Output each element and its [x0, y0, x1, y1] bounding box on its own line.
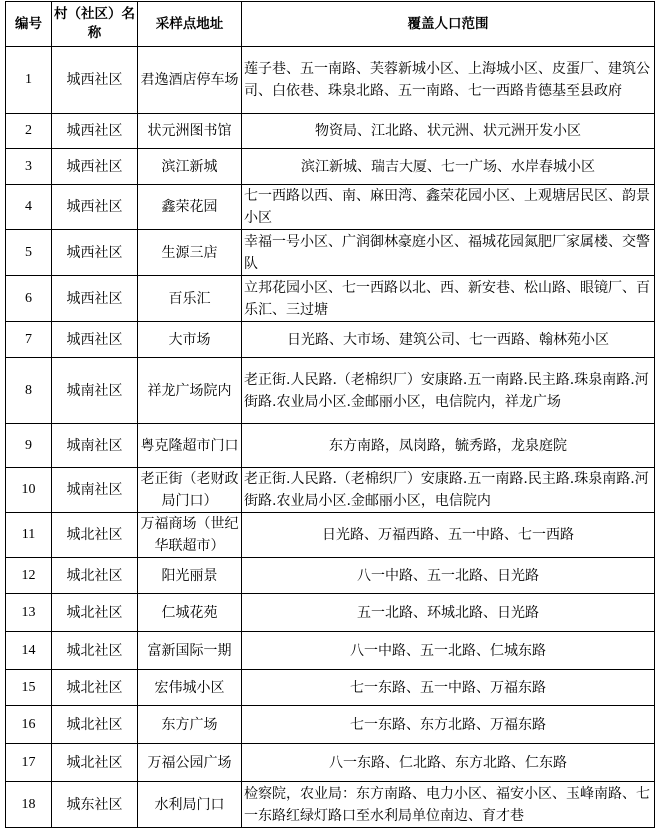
row-site: 大市场 — [138, 322, 242, 358]
row-coverage: 莲子巷、五一南路、芙蓉新城小区、上海城小区、皮蛋厂、建筑公司、白依巷、珠泉北路、五一南路、七一西路肯德基至县政府 — [242, 47, 655, 114]
header-site: 采样点地址 — [138, 2, 242, 47]
header-coverage: 覆盖人口范围 — [242, 2, 655, 47]
table-row — [6, 230, 655, 276]
row-village: 城南社区 — [52, 424, 138, 468]
row-site: 阳光丽景 — [138, 558, 242, 594]
row-site: 鑫荣花园 — [138, 185, 242, 230]
row-num: 16 — [6, 706, 52, 744]
row-village: 城北社区 — [52, 513, 138, 558]
table-row — [6, 424, 655, 468]
table-row — [6, 632, 655, 670]
row-coverage: 七一东路、东方北路、万福东路 — [242, 706, 655, 744]
row-site: 状元洲图书馆 — [138, 114, 242, 149]
row-num: 18 — [6, 782, 52, 828]
row-coverage: 滨江新城、瑞吉大厦、七一广场、水岸春城小区 — [242, 149, 655, 185]
table-row — [6, 276, 655, 322]
row-num: 2 — [6, 114, 52, 149]
table-row — [6, 558, 655, 594]
row-village: 城西社区 — [52, 230, 138, 276]
row-num: 17 — [6, 744, 52, 782]
header-row — [6, 2, 655, 47]
row-site: 富新国际一期 — [138, 632, 242, 670]
row-num: 7 — [6, 322, 52, 358]
row-coverage: 立邦花园小区、七一西路以北、西、新安巷、松山路、眼镜厂、百乐汇、三过塘 — [242, 276, 655, 322]
row-coverage: 老正街.人民路.（老棉织厂）安康路.五一南路.民主路.珠泉南路.河街路.农业局小区.金邮丽小区，电信院内，祥龙广场 — [242, 358, 655, 424]
row-num: 13 — [6, 594, 52, 632]
table-row — [6, 185, 655, 230]
row-village: 城西社区 — [52, 185, 138, 230]
table-row — [6, 47, 655, 114]
row-site: 祥龙广场院内 — [138, 358, 242, 424]
table-row — [6, 468, 655, 513]
row-site: 万福公园广场 — [138, 744, 242, 782]
row-coverage: 八一东路、仁北路、东方北路、仁东路 — [242, 744, 655, 782]
row-coverage: 日光路、万福西路、五一中路、七一西路 — [242, 513, 655, 558]
row-coverage: 七一东路、五一中路、万福东路 — [242, 670, 655, 706]
row-site: 老正街（老财政局门口） — [138, 468, 242, 513]
row-coverage: 老正街.人民路.（老棉织厂）安康路.五一南路.民主路.珠泉南路.河街路.农业局小区.金邮丽小区，电信院内 — [242, 468, 655, 513]
row-num: 15 — [6, 670, 52, 706]
table-row — [6, 594, 655, 632]
row-village: 城北社区 — [52, 670, 138, 706]
row-num: 3 — [6, 149, 52, 185]
row-coverage: 幸福一号小区、广润御林豪庭小区、福城花园氮肥厂家属楼、交警队 — [242, 230, 655, 276]
row-site: 东方广场 — [138, 706, 242, 744]
row-num: 6 — [6, 276, 52, 322]
row-village: 城西社区 — [52, 276, 138, 322]
row-village: 城北社区 — [52, 744, 138, 782]
row-site: 百乐汇 — [138, 276, 242, 322]
row-num: 1 — [6, 47, 52, 114]
table-row — [6, 358, 655, 424]
sampling-site-table — [5, 1, 655, 828]
row-site: 生源三店 — [138, 230, 242, 276]
row-num: 4 — [6, 185, 52, 230]
row-village: 城西社区 — [52, 322, 138, 358]
row-coverage: 检察院，农业局：东方南路、电力小区、福安小区、玉峰南路、七一东路红绿灯路口至水利局单位南边、育才巷 — [242, 782, 655, 828]
row-coverage: 日光路、大市场、建筑公司、七一西路、翰林苑小区 — [242, 322, 655, 358]
table-row — [6, 114, 655, 149]
row-num: 8 — [6, 358, 52, 424]
row-coverage: 八一中路、五一北路、仁城东路 — [242, 632, 655, 670]
row-num: 11 — [6, 513, 52, 558]
row-village: 城南社区 — [52, 358, 138, 424]
row-coverage: 物资局、江北路、状元洲、状元洲开发小区 — [242, 114, 655, 149]
row-village: 城西社区 — [52, 114, 138, 149]
row-num: 5 — [6, 230, 52, 276]
table-row — [6, 322, 655, 358]
row-site: 万福商场（世纪华联超市） — [138, 513, 242, 558]
row-site: 粤克隆超市门口 — [138, 424, 242, 468]
table-row — [6, 513, 655, 558]
row-num: 14 — [6, 632, 52, 670]
table-row — [6, 149, 655, 185]
row-village: 城西社区 — [52, 149, 138, 185]
row-village: 城南社区 — [52, 468, 138, 513]
header-village: 村（社区）名称 — [52, 2, 138, 47]
table-row — [6, 670, 655, 706]
row-village: 城北社区 — [52, 594, 138, 632]
row-site: 水利局门口 — [138, 782, 242, 828]
row-village: 城北社区 — [52, 558, 138, 594]
row-coverage: 东方南路，凤岗路，毓秀路，龙泉庭院 — [242, 424, 655, 468]
header-num: 编号 — [6, 2, 52, 47]
row-coverage: 八一中路、五一北路、日光路 — [242, 558, 655, 594]
row-village: 城北社区 — [52, 632, 138, 670]
table-row — [6, 744, 655, 782]
row-site: 滨江新城 — [138, 149, 242, 185]
row-village: 城东社区 — [52, 782, 138, 828]
row-coverage: 七一西路以西、南、麻田湾、鑫荣花园小区、上观塘居民区、韵景小区 — [242, 185, 655, 230]
row-num: 9 — [6, 424, 52, 468]
row-site: 宏伟城小区 — [138, 670, 242, 706]
table-row — [6, 706, 655, 744]
table-row — [6, 782, 655, 828]
row-site: 仁城花苑 — [138, 594, 242, 632]
row-site: 君逸酒店停车场 — [138, 47, 242, 114]
row-coverage: 五一北路、环城北路、日光路 — [242, 594, 655, 632]
row-village: 城西社区 — [52, 47, 138, 114]
row-num: 10 — [6, 468, 52, 513]
row-num: 12 — [6, 558, 52, 594]
row-village: 城北社区 — [52, 706, 138, 744]
